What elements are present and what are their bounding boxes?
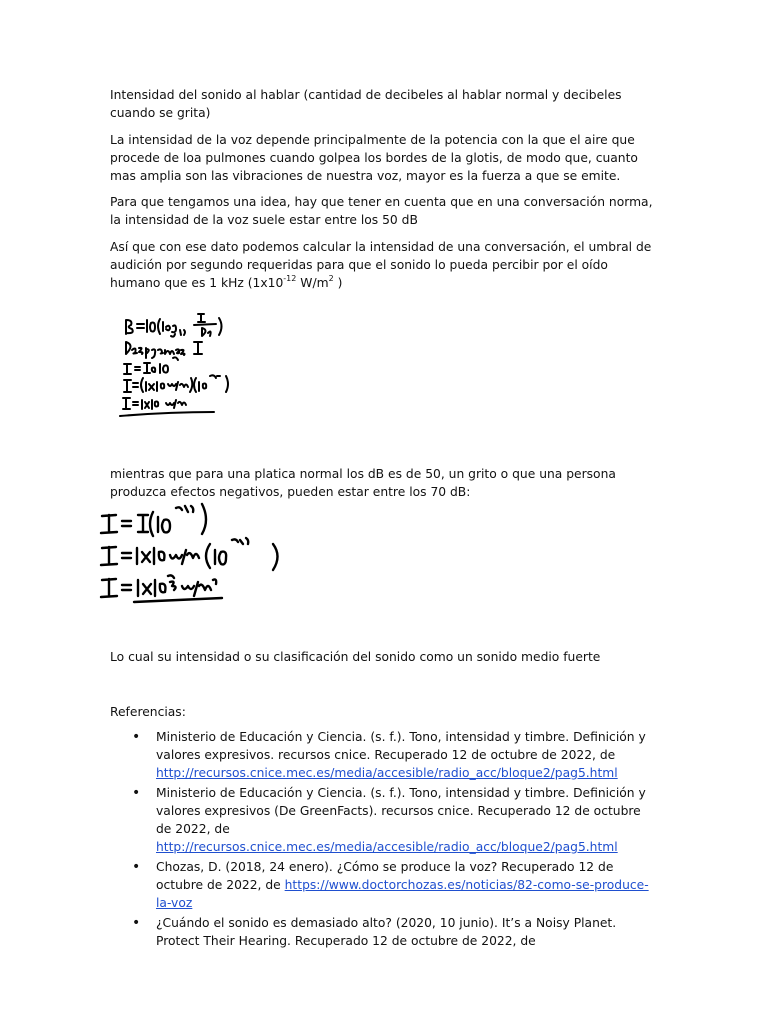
references-heading: Referencias: [110, 705, 186, 719]
heading-paragraph: Intensidad del sonido al hablar (cantidad de decibeles al hablar normal y decibeles cuando se grita) [110, 88, 622, 120]
body-paragraph-shout: mientras que para una platica normal los dB es de 50, un grito o que una persona produzca efectos negativos, pueden estar entre los 70 dB: [110, 467, 616, 499]
reference-text: Ministerio de Educación y Ciencia. (s. f.). Tono, intensidad y timbre. Definición y valores expresivos. recursos cnice. Recuperado 12 de octubre de 2022, de [156, 730, 646, 762]
unit-exponent: 2 [328, 274, 334, 283]
reference-item [110, 728, 658, 782]
reference-text: ¿Cuándo el sonido es demasiado alto? (2020, 10 junio). It’s a Noisy Planet. Protect Their Hearing. Recuperado 12 de octubre de 2022, de [156, 916, 617, 948]
conclusion-paragraph: Lo cual su intensidad o su clasificación del sonido como un sonido medio fuerte [110, 650, 601, 664]
body-paragraph-voice-intensity: La intensidad de la voz depende principalmente de la potencia con la que el aire que procede de loa pulmones cuando golpea los bordes de la glotis, de modo que, cuanto mas amplia son las vibraciones de nuestra voz, mayor es la fuerza a que se emite. [110, 133, 638, 183]
handwritten-formula-conversation [118, 308, 233, 428]
threshold-exponent: -12 [283, 274, 297, 283]
threshold-unit: W/m [296, 276, 329, 290]
reference-link[interactable]: http://recursos.cnice.mec.es/media/accesible/radio_acc/bloque2/pag5.html [156, 840, 618, 854]
bullet-icon: • [132, 729, 141, 745]
threshold-end: ) [333, 276, 343, 290]
bullet-icon: • [132, 785, 141, 801]
reference-text: Ministerio de Educación y Ciencia. (s. f.). Tono, intensidad y timbre. Definición y valores expresivos (De GreenFacts). recursos cnice. Recuperado 12 de octubre de 2022, de [156, 786, 646, 836]
reference-text: Chozas, D. (2018, 24 enero). ¿Cómo se produce la voz? Recuperado 12 de octubre de 2022, de [156, 860, 614, 892]
references-list [110, 728, 658, 950]
threshold-text: Así que con ese dato podemos calcular la intensidad de una conversación, el umbral de audición por segundo requeridas para que el sonido lo pueda percibir por el oído humano que es 1 kHz (1x10 [110, 240, 652, 290]
reference-link[interactable]: http://recursos.cnice.mec.es/media/accesible/radio_acc/bloque2/pag5.html [156, 766, 618, 780]
body-paragraph-threshold [110, 238, 658, 292]
bullet-icon: • [132, 859, 141, 875]
reference-item [110, 858, 658, 912]
bullet-icon: • [132, 915, 141, 931]
reference-item [110, 914, 658, 950]
reference-item [110, 784, 658, 856]
body-paragraph-conversation: Para que tengamos una idea, hay que tener en cuenta que en una conversación norma, la intensidad de la voz suele estar entre los 50 dB [110, 195, 653, 227]
reference-link[interactable]: https://www.doctorchozas.es/noticias/82-como-se-produce-la-voz [156, 878, 649, 910]
handwritten-formula-shout [98, 500, 288, 605]
